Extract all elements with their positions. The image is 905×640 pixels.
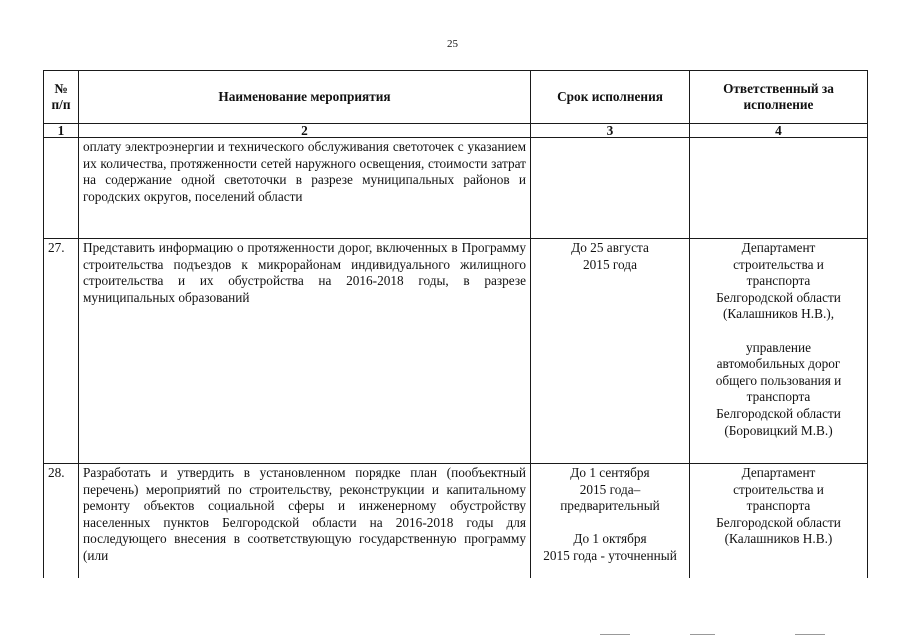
table-row <box>44 138 868 239</box>
table-row <box>44 239 868 464</box>
term-cell <box>531 138 690 239</box>
header-num: № п/п <box>44 71 79 124</box>
column-number-row <box>44 124 868 138</box>
line-gap <box>535 515 685 532</box>
row-number: 28. <box>44 464 79 579</box>
measures-table <box>43 70 868 578</box>
term-cell <box>531 239 690 464</box>
row-number <box>44 138 79 239</box>
responsible-line: (Калашников Н.В.) <box>724 531 833 547</box>
header-resp: Ответственный за исполнение <box>690 71 868 124</box>
scan-artifact <box>600 634 630 635</box>
responsible-line: (Боровицкий М.В.) <box>724 422 833 438</box>
header-name: Наименование мероприятия <box>79 71 531 124</box>
column-number: 3 <box>531 124 690 138</box>
row-number: 27. <box>44 239 79 464</box>
scan-artifact <box>795 634 825 635</box>
term-line: 2015 года– <box>579 481 641 497</box>
page-number: 25 <box>447 38 458 50</box>
responsible-line: транспорта <box>746 273 811 289</box>
measure-text: оплату электроэнергии и технического обслуживания светоточек с указанием их количества, протяженности сетей наружного освещения, стоимости затрат на содержание одной светоточки в разрезе муниципальных районов и городских округов, поселений области <box>79 138 531 239</box>
responsible-cell <box>690 464 868 579</box>
responsible-line: строительства и <box>733 256 824 272</box>
responsible-line: Департамент <box>741 465 816 480</box>
term-line: До 25 августа <box>571 240 649 255</box>
table-row <box>44 464 868 579</box>
term-line: 2015 года <box>583 256 637 272</box>
responsible-line: транспорта <box>746 498 811 514</box>
column-number: 2 <box>79 124 531 138</box>
term-cell <box>531 464 690 579</box>
responsible-cell <box>690 138 868 239</box>
term-line: До 1 сентября <box>570 465 650 480</box>
column-number: 1 <box>44 124 79 138</box>
term-line: До 1 октября <box>573 531 647 547</box>
responsible-line: Белгородской области <box>716 514 841 530</box>
line-gap <box>694 323 863 340</box>
term-line: 2015 года - уточненный <box>543 547 677 563</box>
table-header-row <box>44 71 868 124</box>
responsible-line: Белгородской области <box>716 289 841 305</box>
responsible-cell <box>690 239 868 464</box>
responsible-line: строительства и <box>733 481 824 497</box>
responsible-line: общего пользования и <box>715 372 842 388</box>
measure-text: Разработать и утвердить в установленном порядке план (пообъектный перечень) мероприятий по строительству, реконструкции и капитальному ремонту объектов социальной сферы и инженерному обустройству населенных пунктов Белгородской области на 2016-2018 годы для последующего внесения в соответствующую государственную программу (или <box>79 464 531 579</box>
term-line: предварительный <box>560 498 660 514</box>
scan-artifact <box>690 634 715 635</box>
responsible-line: управление <box>745 339 812 355</box>
measure-text: Представить информацию о протяженности дорог, включенных в Программу строительства подъездов к микрорайонам индивидуального жилищного строительства и их обустройства на 2016-2018 годы, в разрезе муниципальных образований <box>79 239 531 464</box>
responsible-line: автомобильных дорог <box>716 356 841 372</box>
responsible-line: Департамент <box>741 240 816 255</box>
responsible-line: Белгородской области <box>716 405 841 421</box>
column-number: 4 <box>690 124 868 138</box>
responsible-line: (Калашников Н.В.), <box>722 306 835 322</box>
header-term: Срок исполнения <box>531 71 690 124</box>
responsible-line: транспорта <box>746 389 811 405</box>
